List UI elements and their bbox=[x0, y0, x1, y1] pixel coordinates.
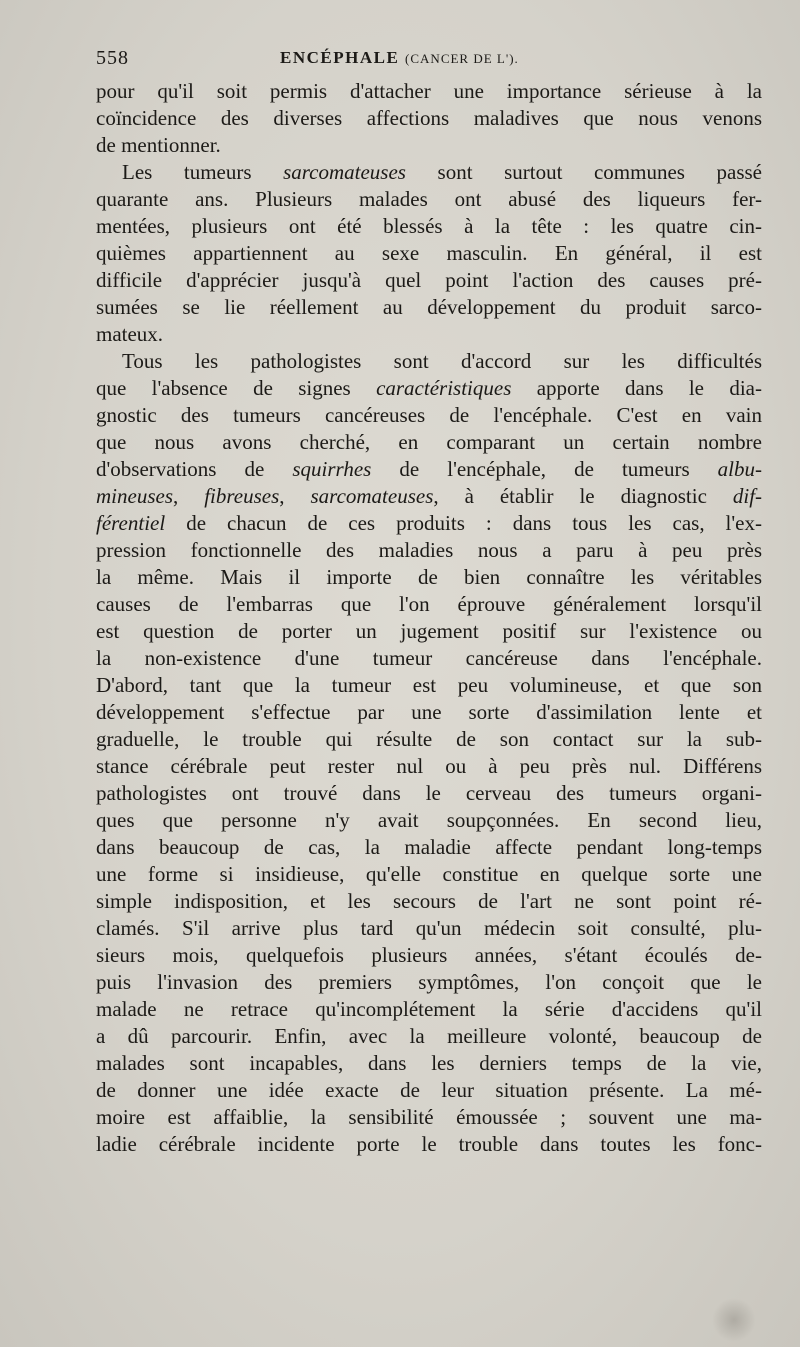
text-line: une forme si insidieuse, qu'elle constitue en quelque sorte une bbox=[96, 862, 762, 886]
text-line-italic: d'observations de squirrhes de l'encéphale, de tumeurs albu- bbox=[96, 457, 762, 481]
text-line: D'abord, tant que la tumeur est peu volumineuse, et que son bbox=[96, 673, 762, 697]
text-line: simple indisposition, et les secours de l'art ne sont point ré- bbox=[96, 889, 762, 913]
text-line: puis l'invasion des premiers symptômes, l'on conçoit que le bbox=[96, 970, 762, 994]
text-line: est question de porter un jugement positif sur l'existence ou bbox=[96, 619, 762, 643]
text-line: malades sont incapables, dans les derniers temps de la vie, bbox=[96, 1051, 762, 1075]
text-line: stance cérébrale peut rester nul ou à peu près nul. Différens bbox=[96, 754, 762, 778]
text-line: graduelle, le trouble qui résulte de son contact sur la sub- bbox=[96, 727, 762, 751]
text-line: moire est affaiblie, la sensibilité émoussée ; souvent une ma- bbox=[96, 1105, 762, 1129]
text-line: sumées se lie réellement au développement du produit sarco- bbox=[96, 295, 762, 319]
text-line: mateux. bbox=[96, 322, 164, 346]
text-line-italic: que l'absence de signes caractéristiques apporte dans le dia- bbox=[96, 376, 762, 400]
text-line: que nous avons cherché, en comparant un certain nombre bbox=[96, 430, 762, 454]
text-line: dans beaucoup de cas, la maladie affecte pendant long-temps bbox=[96, 835, 762, 859]
text-line: causes de l'embarras que l'on éprouve généralement lorsqu'il bbox=[96, 592, 762, 616]
text-line: quièmes appartiennent au sexe masculin. En général, il est bbox=[96, 241, 762, 265]
text-line: la même. Mais il importe de bien connaître les véritables bbox=[96, 565, 762, 589]
text-line: de donner une idée exacte de leur situation présente. La mé- bbox=[96, 1078, 762, 1102]
text-line-italic: férentiel de chacun de ces produits : dans tous les cas, l'ex- bbox=[96, 511, 762, 535]
paragraph-start-line: Tous les pathologistes sont d'accord sur les difficultés bbox=[122, 349, 762, 373]
body-text bbox=[96, 78, 762, 1158]
page-header bbox=[96, 47, 762, 73]
text-line: pression fonctionnelle des maladies nous a paru à peu près bbox=[96, 538, 762, 562]
running-head bbox=[280, 48, 519, 68]
text-line: clamés. S'il arrive plus tard qu'un médecin soit consulté, plu- bbox=[96, 916, 762, 940]
text-line: ques que personne n'y avait soupçonnées. En second lieu, bbox=[96, 808, 762, 832]
text-line: coïncidence des diverses affections maladives que nous venons bbox=[96, 106, 762, 130]
paragraph-start-line: Les tumeurs sarcomateuses sont surtout communes passé bbox=[122, 160, 762, 184]
text-line: pour qu'il soit permis d'attacher une importance sérieuse à la bbox=[96, 79, 762, 103]
paper-stain bbox=[712, 1298, 756, 1342]
text-line: de mentionner. bbox=[96, 133, 221, 157]
text-line: quarante ans. Plusieurs malades ont abusé des liqueurs fer- bbox=[96, 187, 762, 211]
text-line: a dû parcourir. Enfin, avec la meilleure volonté, beaucoup de bbox=[96, 1024, 762, 1048]
text-line: développement s'effectue par une sorte d'assimilation lente et bbox=[96, 700, 762, 724]
text-line: ladie cérébrale incidente porte le trouble dans toutes les fonc- bbox=[96, 1132, 762, 1156]
text-line-italic: mineuses, fibreuses, sarcomateuses, à établir le diagnostic dif- bbox=[96, 484, 763, 508]
text-line: la non-existence d'une tumeur cancéreuse dans l'encéphale. bbox=[96, 646, 762, 670]
running-head-subtitle: (CANCER DE L'). bbox=[405, 51, 519, 66]
text-line: difficile d'apprécier jusqu'à quel point l'action des causes pré- bbox=[96, 268, 762, 292]
text-line: pathologistes ont trouvé dans le cerveau des tumeurs organi- bbox=[96, 781, 762, 805]
text-line: malade ne retrace qu'incomplétement la série d'accidens qu'il bbox=[96, 997, 762, 1021]
text-line: sieurs mois, quelquefois plusieurs années, s'étant écoulés de- bbox=[96, 943, 762, 967]
page-number: 558 bbox=[96, 47, 129, 69]
running-head-title: ENCÉPHALE bbox=[280, 48, 400, 67]
text-line: mentées, plusieurs ont été blessés à la tête : les quatre cin- bbox=[96, 214, 762, 238]
text-line: gnostic des tumeurs cancéreuses de l'encéphale. C'est en vain bbox=[96, 403, 762, 427]
